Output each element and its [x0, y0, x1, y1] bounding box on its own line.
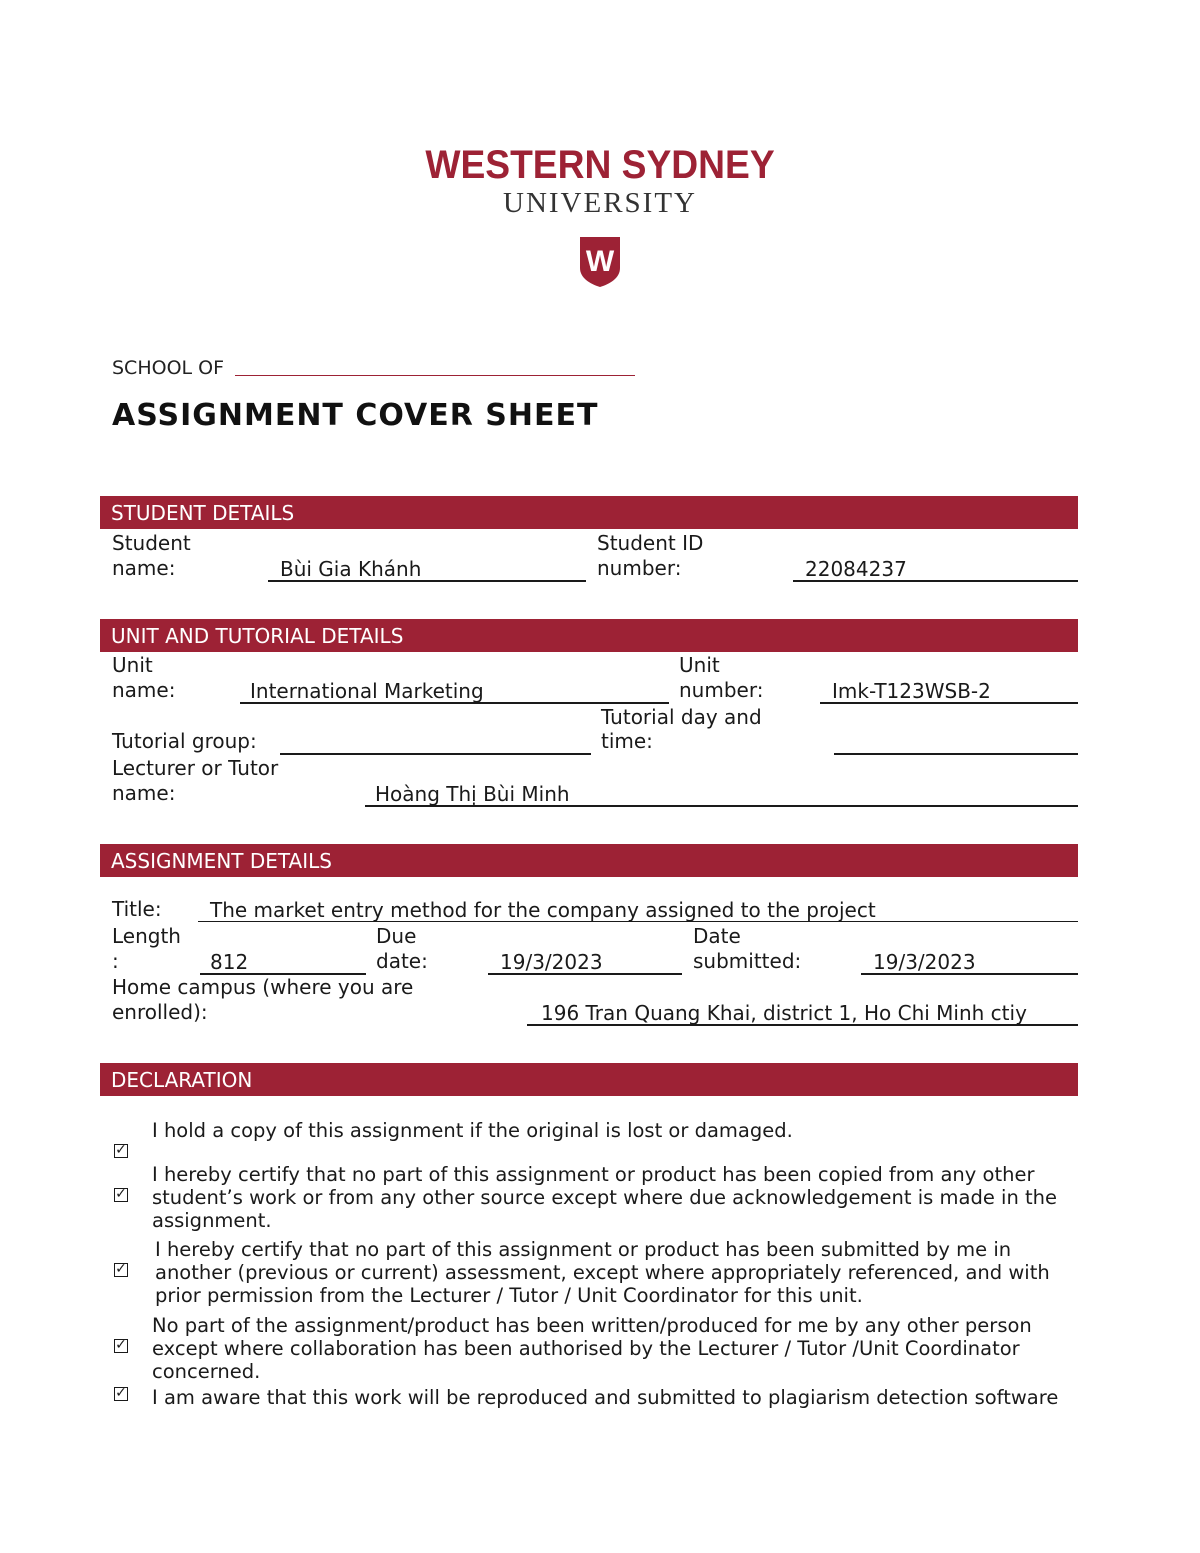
declaration-checkbox-3[interactable]: [114, 1263, 128, 1277]
campus-label-2: enrolled):: [112, 1000, 208, 1024]
student-id-label-2: number:: [597, 556, 682, 580]
unit-details-heading: UNIT AND TUTORIAL DETAILS: [100, 619, 1078, 652]
university-shield-icon: [579, 236, 621, 288]
declaration-text-4: No part of the assignment/product has been written/produced for me by any other person except where collaboration has been authorised by the Lecturer / Tutor /Unit Coordinator concerned.: [152, 1314, 1032, 1383]
declaration-text-1: I hold a copy of this assignment if the original is lost or damaged.: [152, 1119, 793, 1142]
school-field[interactable]: [235, 375, 635, 376]
unit-name-label-2: name:: [112, 678, 176, 702]
assignment-title-value[interactable]: The market entry method for the company assigned to the project: [210, 898, 876, 922]
campus-value[interactable]: 196 Tran Quang Khai, district 1, Ho Chi Minh ctiy: [541, 1001, 1027, 1025]
check-icon: ✓: [115, 1142, 127, 1158]
tutorial-time-field: [834, 753, 1078, 755]
student-id-value[interactable]: 22084237: [805, 557, 907, 581]
tutorial-time-label-1: Tutorial day and: [601, 705, 762, 729]
declaration-checkbox-2[interactable]: [114, 1188, 128, 1202]
shield-letter: W: [585, 245, 615, 278]
submitted-label-2: submitted:: [693, 949, 802, 973]
check-icon: ✓: [115, 1186, 127, 1202]
assignment-details-heading: ASSIGNMENT DETAILS: [100, 844, 1078, 877]
unit-number-label-2: number:: [679, 678, 764, 702]
check-icon: ✓: [115, 1385, 127, 1401]
lecturer-value[interactable]: Hoàng Thị Bùi Minh: [375, 782, 570, 806]
due-date-field: [488, 973, 682, 975]
length-value[interactable]: 812: [210, 950, 249, 974]
student-id-field: [793, 580, 1078, 582]
university-subtitle: UNIVERSITY: [503, 187, 697, 219]
unit-name-field: [240, 702, 669, 704]
declaration-checkbox-5[interactable]: [114, 1387, 128, 1401]
student-details-heading: STUDENT DETAILS: [100, 496, 1078, 529]
declaration-text-2: I hereby certify that no part of this assignment or product has been copied from any other student’s work or from any other source except where due acknowledgement is made in the assignment.: [152, 1163, 1058, 1232]
unit-number-label-1: Unit: [679, 653, 720, 677]
campus-field: [527, 1024, 1078, 1026]
lecturer-label-1: Lecturer or Tutor: [112, 756, 279, 780]
declaration-text-5: I am aware that this work will be reproduced and submitted to plagiarism detection software: [152, 1386, 1059, 1409]
tutorial-group-field: [280, 753, 591, 755]
length-label-1: Length: [112, 924, 181, 948]
due-date-label-2: date:: [376, 949, 428, 973]
submitted-date-field: [861, 973, 1078, 975]
declaration-checkbox-1[interactable]: [114, 1144, 128, 1158]
check-icon: ✓: [115, 1337, 127, 1353]
unit-number-field: [820, 702, 1078, 704]
length-label-2: :: [112, 949, 119, 973]
submitted-label-1: Date: [693, 924, 741, 948]
tutorial-group-label: Tutorial group:: [112, 729, 257, 753]
tutorial-time-label-2: time:: [601, 729, 653, 753]
lecturer-label-2: name:: [112, 781, 176, 805]
declaration-heading: DECLARATION: [100, 1063, 1078, 1096]
school-label: SCHOOL OF: [112, 357, 225, 379]
declaration-text-3: I hereby certify that no part of this assignment or product has been submitted by me in another (previous or current) assessment, except where appropriately referenced, and with prior permission from the Lecturer / Tutor / Unit Coordinator for this unit.: [155, 1238, 1050, 1307]
unit-name-label-1: Unit: [112, 653, 153, 677]
unit-number-value[interactable]: Imk-T123WSB-2: [832, 679, 991, 703]
student-name-label-2: name:: [112, 556, 176, 580]
title-label: Title:: [112, 897, 162, 921]
university-wordmark: WESTERN SYDNEY: [425, 143, 775, 187]
declaration-checkbox-4[interactable]: [114, 1339, 128, 1353]
submitted-date-value[interactable]: 19/3/2023: [873, 950, 976, 974]
lecturer-field: [365, 805, 1078, 807]
student-name-field: [268, 580, 586, 582]
due-date-value[interactable]: 19/3/2023: [500, 950, 603, 974]
assignment-title-field: [198, 921, 1078, 922]
student-name-label-1: Student: [112, 531, 191, 555]
due-date-label-1: Due: [376, 924, 417, 948]
check-icon: ✓: [115, 1261, 127, 1277]
campus-label-1: Home campus (where you are: [112, 975, 414, 999]
unit-name-value[interactable]: International Marketing: [250, 679, 484, 703]
student-name-value[interactable]: Bùi Gia Khánh: [280, 557, 422, 581]
student-id-label-1: Student ID: [597, 531, 704, 555]
page-title: ASSIGNMENT COVER SHEET: [112, 398, 599, 433]
